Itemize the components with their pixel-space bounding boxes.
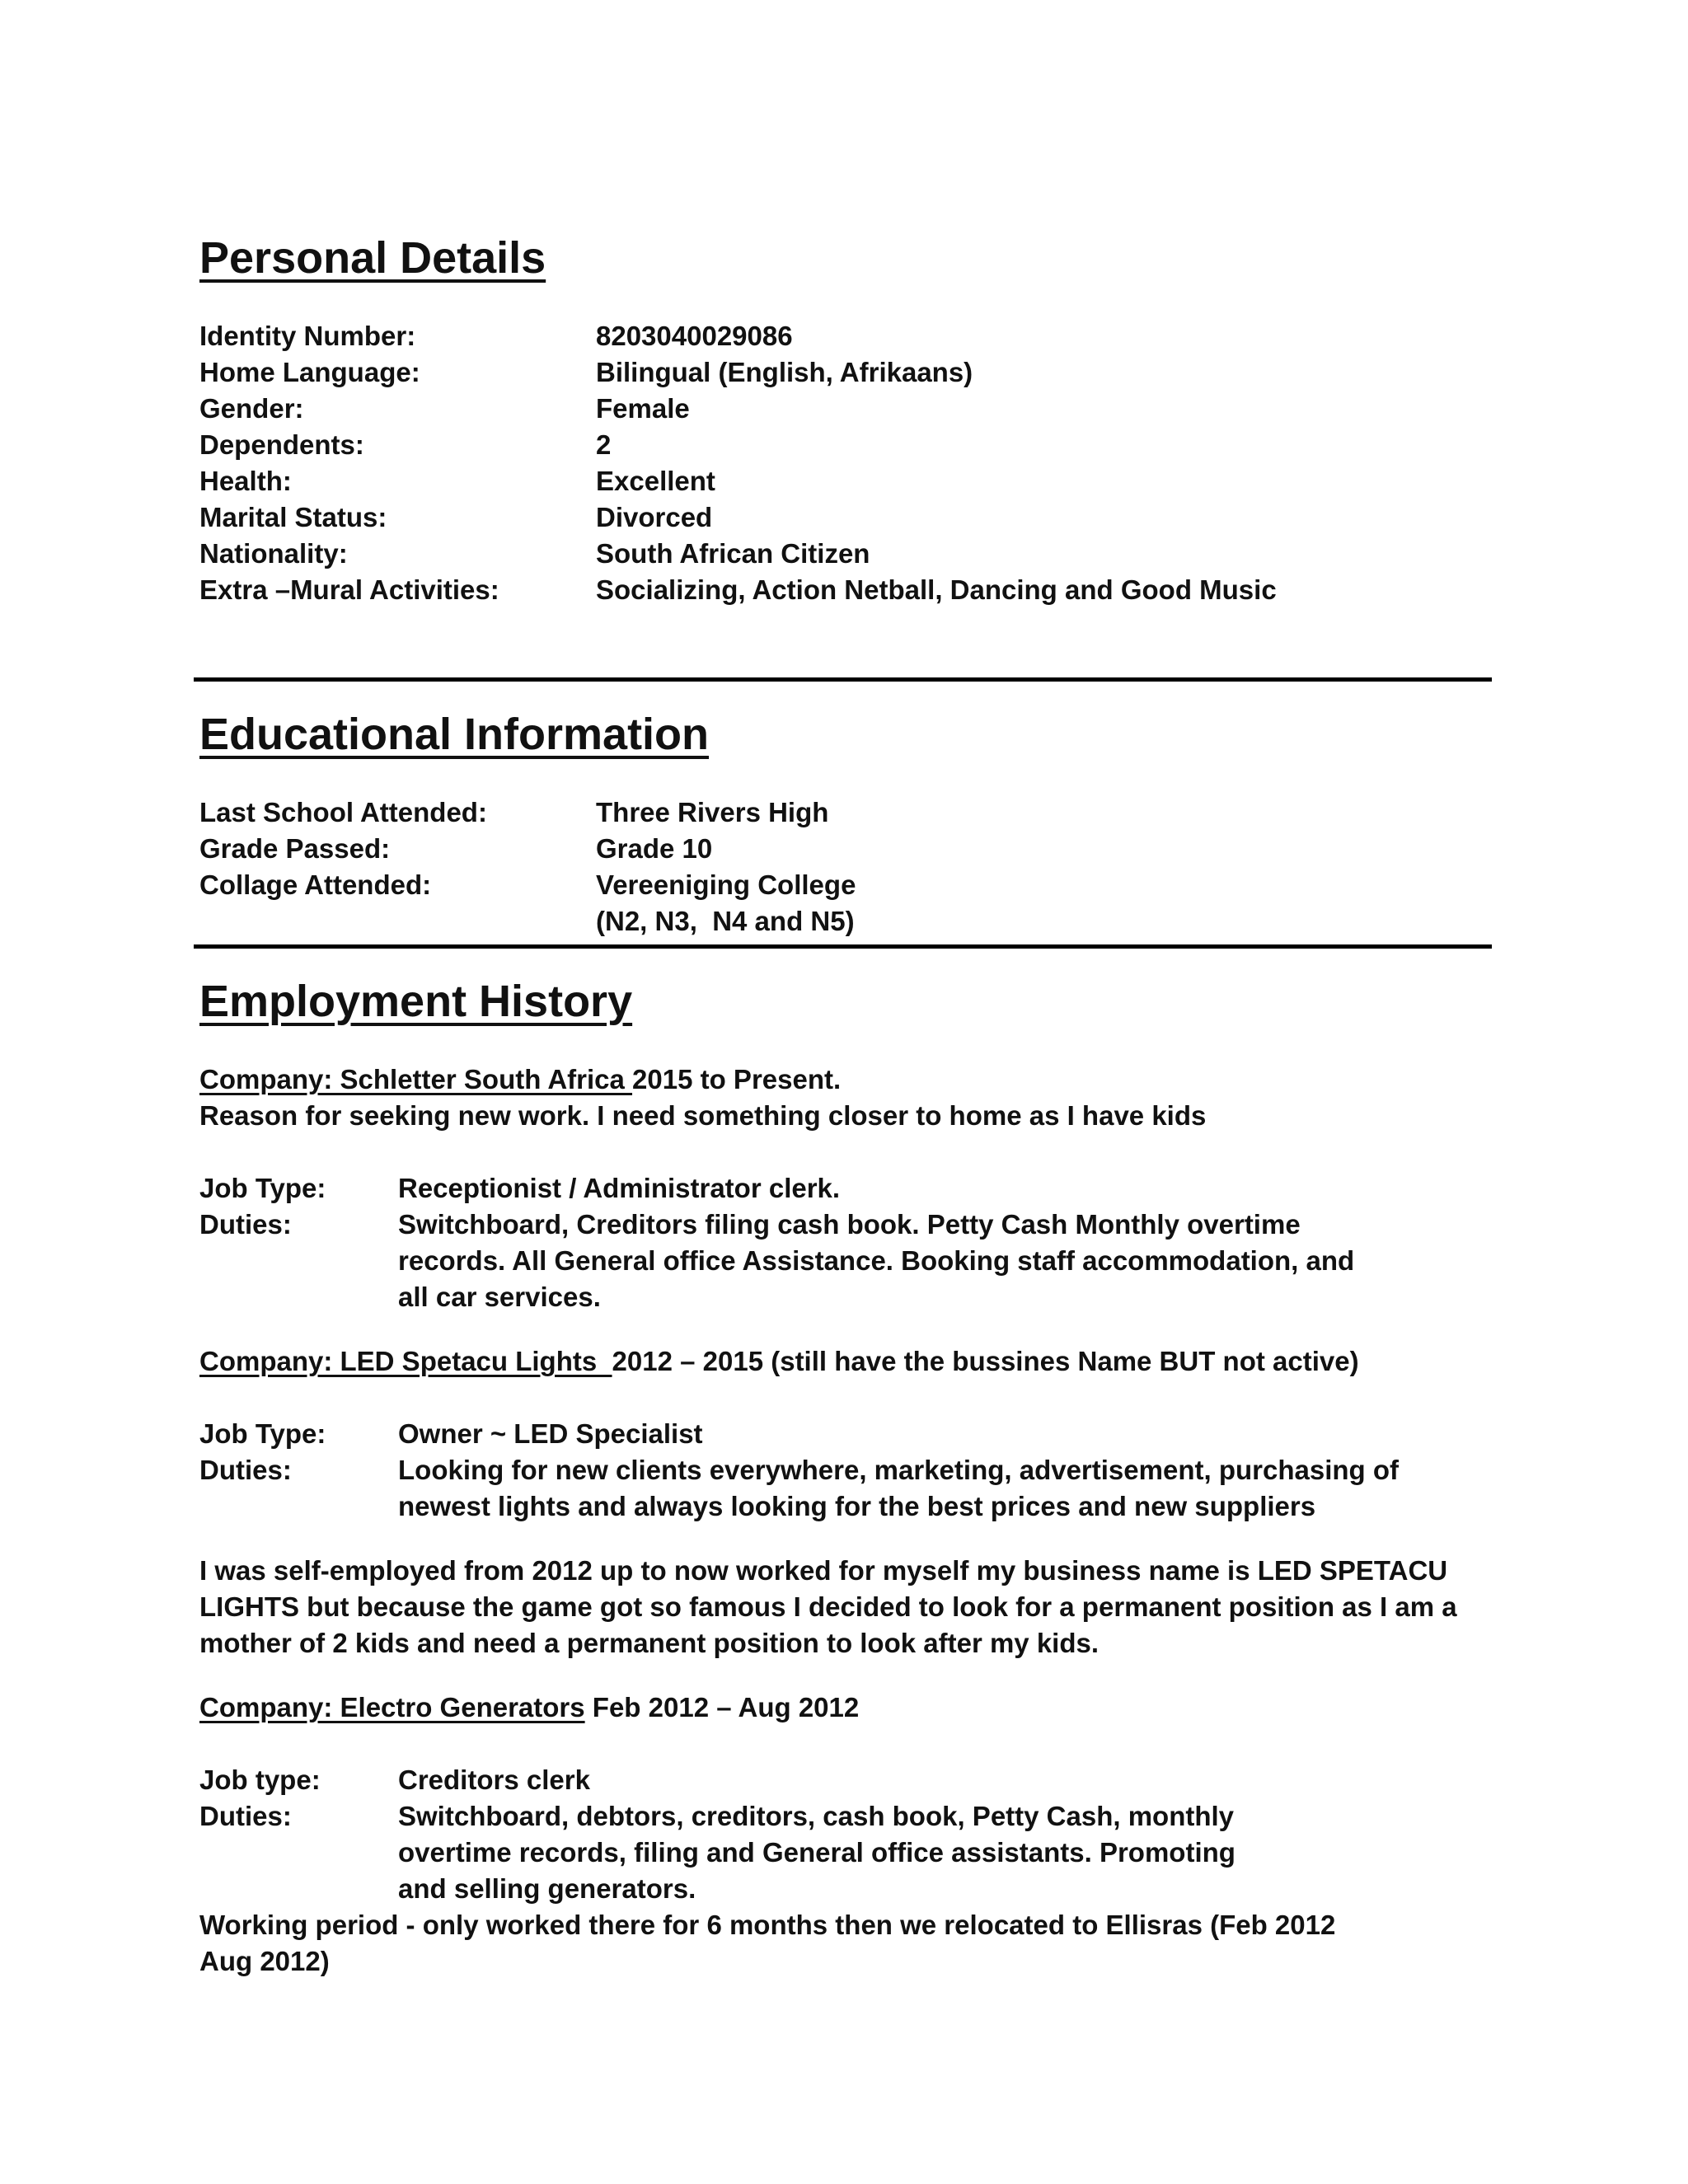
employment-history-heading: Employment History: [199, 977, 633, 1026]
identity-number-value: 8203040029086: [596, 321, 793, 351]
home-language-value: Bilingual (English, Afrikaans): [596, 357, 973, 387]
employment-period: 2015 to Present.: [632, 1064, 842, 1094]
duties-line: Switchboard, Creditors filing cash book. Petty Cash Monthly overtime: [398, 1209, 1301, 1240]
college-attended-value: Vereeniging College: [596, 869, 856, 900]
job-type-value: Creditors clerk: [398, 1765, 590, 1795]
duties-line: records. All General office Assistance. Booking staff accommodation, and: [398, 1245, 1355, 1276]
reason-for-leaving: Reason for seeking new work. I need something closer to home as I have kids: [199, 1100, 1207, 1131]
company-line: [199, 1062, 841, 1098]
company-line: [199, 1690, 859, 1726]
educational-information-heading: Educational Information: [199, 710, 710, 759]
home-language-label: Home Language:: [199, 357, 420, 387]
duties-line: and selling generators.: [398, 1873, 696, 1904]
marital-status-label: Marital Status:: [199, 502, 387, 532]
grade-passed-value: Grade 10: [596, 833, 713, 864]
duties-line: Looking for new clients everywhere, marketing, advertisement, purchasing of: [398, 1455, 1399, 1485]
self-employment-note-line: I was self-employed from 2012 up to now worked for myself my business name is LED SPETACU: [199, 1555, 1448, 1586]
company-name: Company: Electro Generators: [199, 1692, 585, 1722]
self-employment-note-line: LIGHTS but because the game got so famous I decided to look for a permanent position as I am a: [199, 1591, 1457, 1622]
duties-line: overtime records, filing and General office assistants. Promoting: [398, 1837, 1236, 1868]
identity-number-label: Identity Number:: [199, 321, 416, 351]
company-name: Company: LED Spetacu Lights: [199, 1346, 612, 1376]
section-divider: [194, 944, 1492, 949]
nationality-label: Nationality:: [199, 538, 348, 569]
dependents-label: Dependents:: [199, 429, 364, 460]
job-type-label: Job type:: [199, 1765, 321, 1795]
health-value: Excellent: [596, 466, 715, 496]
employment-period: Feb 2012 – Aug 2012: [584, 1692, 860, 1722]
company-line: [199, 1343, 1359, 1380]
college-levels: (N2, N3, N4 and N5): [596, 906, 855, 936]
self-employment-note-line: mother of 2 kids and need a permanent position to look after my kids.: [199, 1628, 1100, 1658]
college-attended-label: Collage Attended:: [199, 869, 432, 900]
job-type-value: Owner ~ LED Specialist: [398, 1418, 703, 1449]
duties-line: Switchboard, debtors, creditors, cash book, Petty Cash, monthly: [398, 1801, 1235, 1831]
employment-period: 2012 – 2015 (still have the bussines Name BUT not active): [612, 1346, 1359, 1376]
grade-passed-label: Grade Passed:: [199, 833, 391, 864]
job-type-label: Job Type:: [199, 1173, 326, 1203]
gender-value: Female: [596, 393, 690, 424]
last-school-label: Last School Attended:: [199, 797, 487, 827]
duties-line: newest lights and always looking for the best prices and new suppliers: [398, 1491, 1316, 1521]
section-divider: [194, 677, 1492, 682]
dependents-value: 2: [596, 429, 612, 460]
company-name: Company: Schletter South Africa: [199, 1064, 633, 1094]
nationality-value: South African Citizen: [596, 538, 870, 569]
marital-status-value: Divorced: [596, 502, 713, 532]
extra-mural-label: Extra –Mural Activities:: [199, 574, 499, 605]
gender-label: Gender:: [199, 393, 304, 424]
duties-label: Duties:: [199, 1209, 292, 1240]
last-school-value: Three Rivers High: [596, 797, 829, 827]
working-period-line: Aug 2012): [199, 1946, 330, 1976]
job-type-value: Receptionist / Administrator clerk.: [398, 1173, 841, 1203]
duties-line: all car services.: [398, 1282, 601, 1312]
extra-mural-value: Socializing, Action Netball, Dancing and Good Music: [596, 574, 1277, 605]
working-period-line: Working period - only worked there for 6 months then we relocated to Ellisras (Feb 2012: [199, 1910, 1336, 1940]
duties-label: Duties:: [199, 1801, 292, 1831]
personal-details-heading: Personal Details: [199, 233, 546, 283]
duties-label: Duties:: [199, 1455, 292, 1485]
job-type-label: Job Type:: [199, 1418, 326, 1449]
health-label: Health:: [199, 466, 292, 496]
